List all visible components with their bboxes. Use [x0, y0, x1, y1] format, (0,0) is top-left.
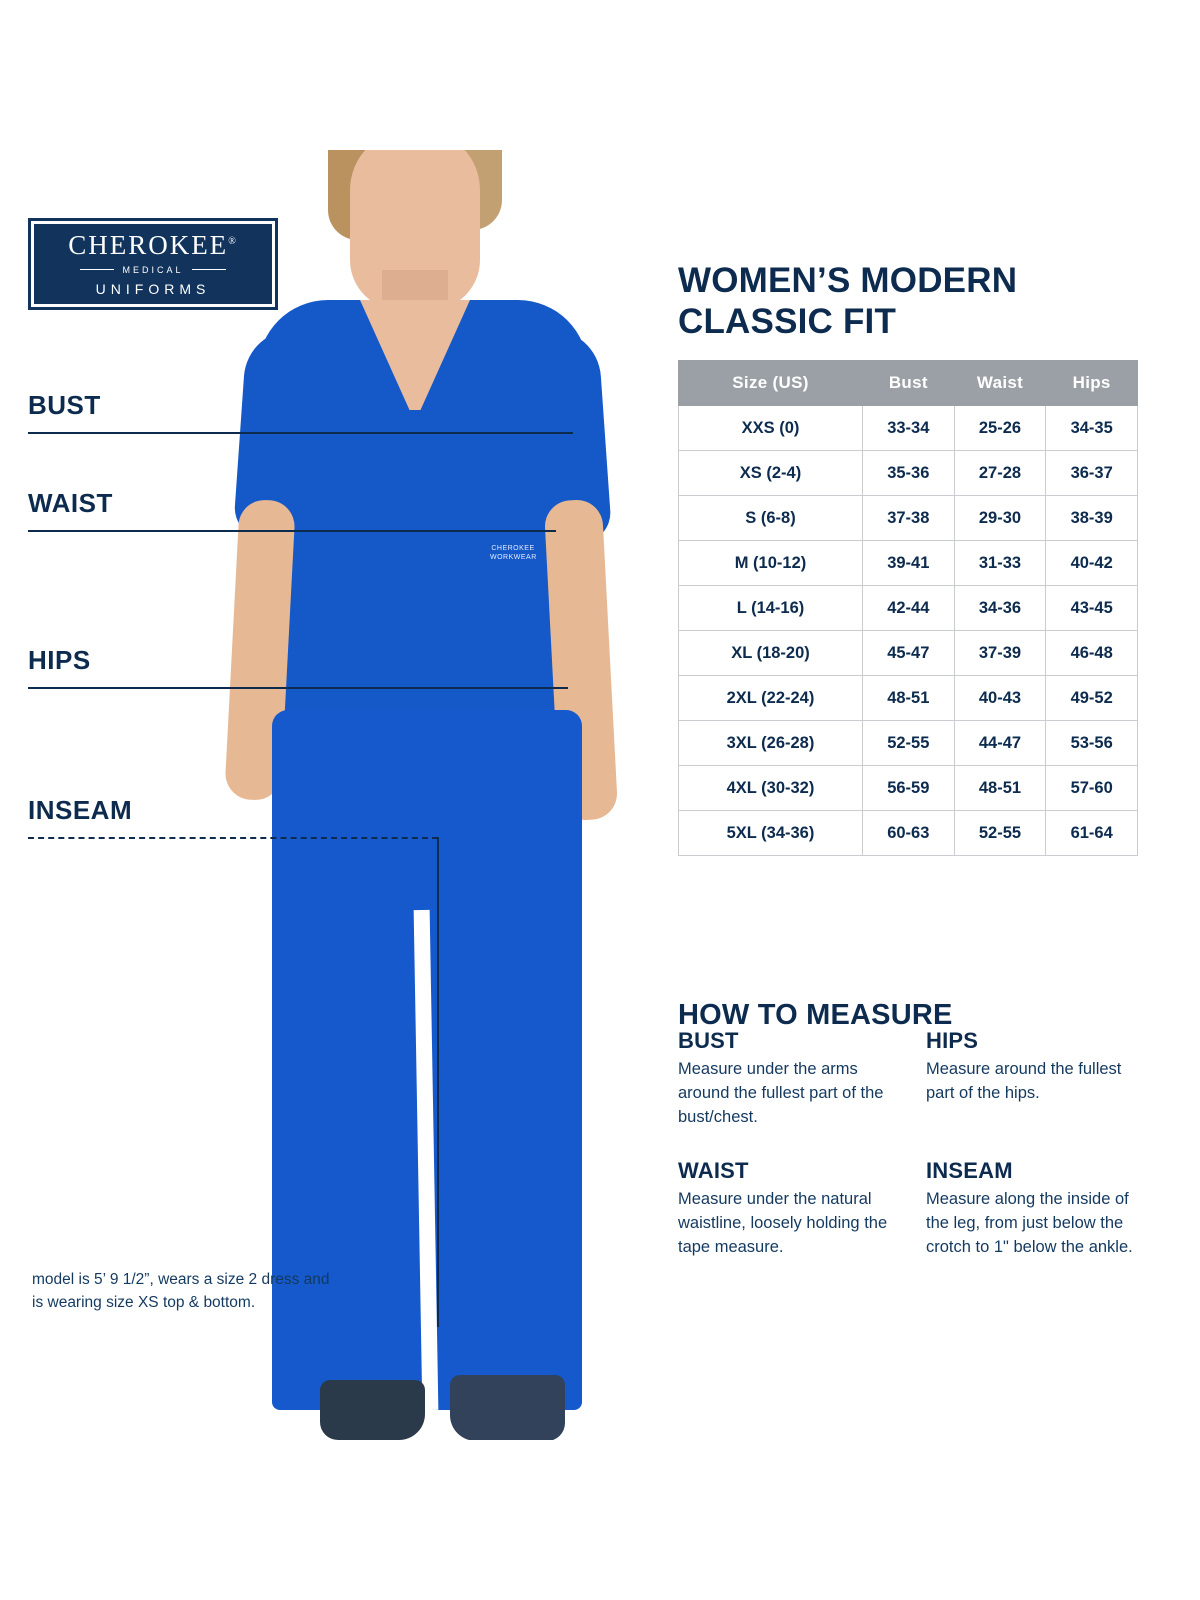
registered-mark: ® [228, 235, 238, 247]
how-to-item-waist [678, 1158, 926, 1260]
how-to-item-hips [926, 1028, 1148, 1130]
model-shoe-left [320, 1380, 425, 1440]
table-row [679, 451, 1138, 496]
cell-bust: 35-36 [862, 451, 954, 496]
how-to-measure-title: HOW TO MEASURE [678, 999, 953, 1032]
table-row [679, 631, 1138, 676]
cell-size: 3XL (26-28) [679, 721, 863, 766]
garment-brand-tag: CHEROKEE WORKWEAR [490, 545, 537, 561]
how-to-heading-waist: WAIST [678, 1157, 749, 1183]
cell-hips: 53-56 [1046, 721, 1138, 766]
cell-hips: 46-48 [1046, 631, 1138, 676]
cell-waist: 48-51 [954, 766, 1046, 811]
how-to-text-hips: Measure around the fullest part of the hips. [926, 1060, 1122, 1102]
measure-label-hips: HIPS [28, 645, 91, 675]
cell-hips: 38-39 [1046, 496, 1138, 541]
table-row [679, 496, 1138, 541]
measure-line-inseam-vertical [437, 837, 439, 1327]
cell-waist: 27-28 [954, 451, 1046, 496]
cell-size: XL (18-20) [679, 631, 863, 676]
brand-name-text: CHEROKEE [68, 229, 229, 260]
cell-bust: 56-59 [862, 766, 954, 811]
column-header-size: Size (US) [679, 361, 863, 406]
cell-hips: 43-45 [1046, 586, 1138, 631]
cell-bust: 33-34 [862, 406, 954, 451]
cell-waist: 31-33 [954, 541, 1046, 586]
cell-size: 2XL (22-24) [679, 676, 863, 721]
how-to-measure-grid [678, 1028, 1148, 1260]
cell-waist: 52-55 [954, 811, 1046, 856]
column-header-bust: Bust [862, 361, 954, 406]
cell-size: 5XL (34-36) [679, 811, 863, 856]
how-to-heading-inseam: INSEAM [926, 1157, 1013, 1183]
cell-hips: 34-35 [1046, 406, 1138, 451]
how-to-text-bust: Measure under the arms around the fullest part of the bust/chest. [678, 1060, 884, 1126]
size-chart-table [678, 360, 1138, 856]
cell-size: S (6-8) [679, 496, 863, 541]
cell-hips: 49-52 [1046, 676, 1138, 721]
cell-hips: 40-42 [1046, 541, 1138, 586]
cell-waist: 40-43 [954, 676, 1046, 721]
cell-waist: 25-26 [954, 406, 1046, 451]
size-chart-header [679, 361, 1138, 406]
cell-waist: 37-39 [954, 631, 1046, 676]
table-row [679, 406, 1138, 451]
model-size-note: model is 5’ 9 1/2”, wears a size 2 dress and is wearing size XS top & bottom. [32, 1271, 330, 1312]
measure-line-inseam [28, 837, 438, 839]
cell-waist: 44-47 [954, 721, 1046, 766]
cell-waist: 29-30 [954, 496, 1046, 541]
cell-bust: 45-47 [862, 631, 954, 676]
measure-line-bust [28, 432, 573, 434]
size-chart-body [679, 406, 1138, 856]
cell-bust: 39-41 [862, 541, 954, 586]
how-to-text-inseam: Measure along the inside of the leg, from just below the crotch to 1" below the ankle. [926, 1189, 1133, 1256]
table-row [679, 811, 1138, 856]
table-row [679, 766, 1138, 811]
page-title: WOMEN’S MODERN CLASSIC FIT [678, 261, 1018, 342]
column-header-waist: Waist [954, 361, 1046, 406]
how-to-heading-bust: BUST [678, 1028, 739, 1053]
cell-bust: 60-63 [862, 811, 954, 856]
model-shoe-right [450, 1375, 565, 1440]
cell-hips: 57-60 [1046, 766, 1138, 811]
table-row [679, 676, 1138, 721]
measure-line-waist [28, 530, 556, 532]
brand-subtitle-medical: MEDICAL [80, 265, 225, 275]
cell-size: M (10-12) [679, 541, 863, 586]
cell-size: XS (2-4) [679, 451, 863, 496]
how-to-item-inseam [926, 1158, 1148, 1260]
cell-size: L (14-16) [679, 586, 863, 631]
table-header-row [679, 361, 1138, 406]
how-to-heading-hips: HIPS [926, 1028, 979, 1053]
table-row [679, 721, 1138, 766]
cell-bust: 52-55 [862, 721, 954, 766]
table-row [679, 541, 1138, 586]
cell-size: 4XL (30-32) [679, 766, 863, 811]
cell-bust: 42-44 [862, 586, 954, 631]
cell-hips: 36-37 [1046, 451, 1138, 496]
how-to-text-waist: Measure under the natural waistline, loosely holding the tape measure. [678, 1189, 888, 1256]
measure-label-bust: BUST [28, 390, 101, 420]
cell-bust: 48-51 [862, 676, 954, 721]
column-header-hips: Hips [1046, 361, 1138, 406]
brand-subtitle-uniforms: UNIFORMS [95, 280, 211, 297]
measure-line-hips [28, 687, 568, 689]
model-photo [200, 150, 640, 1440]
table-row [679, 586, 1138, 631]
measure-label-inseam: INSEAM [28, 795, 133, 825]
how-to-item-bust [678, 1028, 926, 1130]
cell-bust: 37-38 [862, 496, 954, 541]
cell-size: XXS (0) [679, 406, 863, 451]
cell-waist: 34-36 [954, 586, 1046, 631]
right-content-panel [678, 0, 1170, 1600]
measure-label-waist: WAIST [28, 488, 113, 518]
cell-hips: 61-64 [1046, 811, 1138, 856]
